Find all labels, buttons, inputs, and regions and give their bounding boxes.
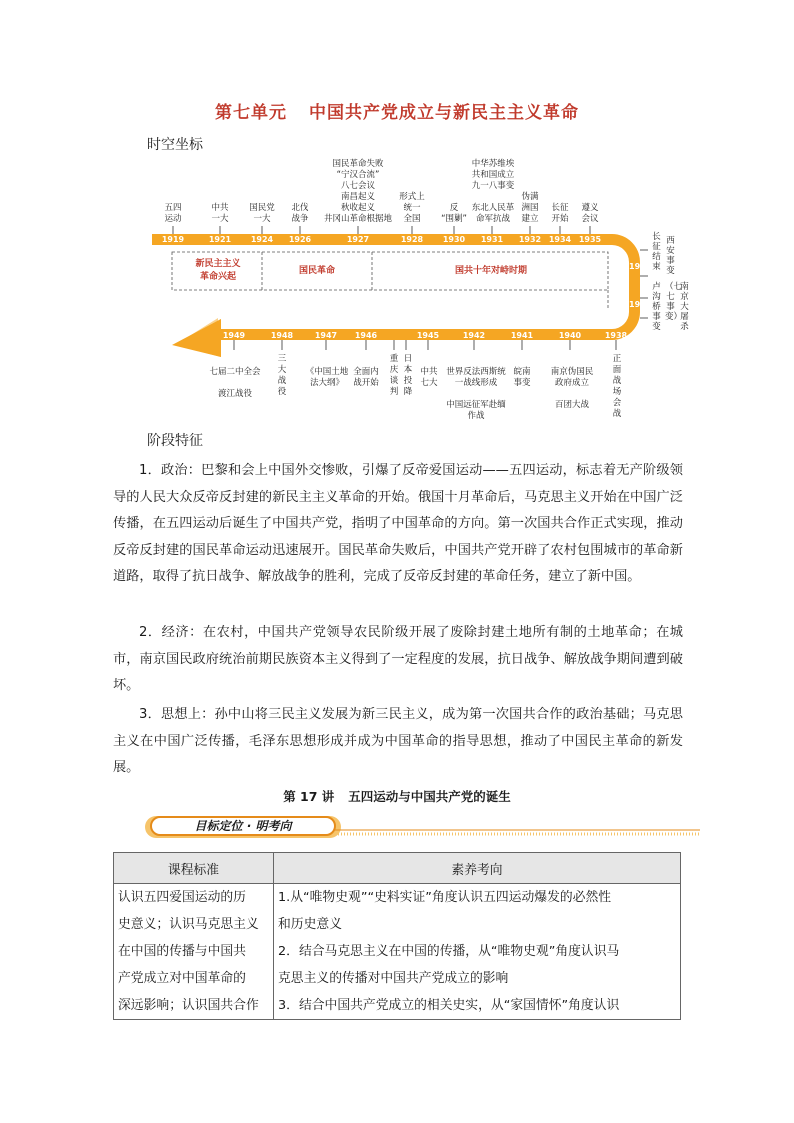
timeline-event: 长征 开始 <box>551 203 569 224</box>
section-heading-features: 阶段特征 <box>147 433 203 449</box>
timeline-event: 反 “围剿” <box>441 203 467 224</box>
cell-line: 在中国的传播与中国共 <box>118 944 246 959</box>
year-label: 1940 <box>558 331 582 340</box>
timeline-event: 长征结束 <box>652 232 661 272</box>
timeline-event: 皖南 事变 <box>513 367 531 388</box>
paragraph-thought <box>113 702 683 782</box>
lesson-name: 五四运动与中国共产党的诞生 <box>348 789 511 804</box>
timeline-event: 南京大屠杀 <box>680 282 689 332</box>
timeline-event: 遵义 会议 <box>581 203 599 224</box>
unit-number: 第七单元 <box>215 103 287 123</box>
year-label: 1924 <box>250 235 274 244</box>
year-label: 1942 <box>462 331 486 340</box>
year-label: 1926 <box>288 235 312 244</box>
table-cell-literacy <box>274 884 681 1020</box>
paragraph-text: 1．政治：巴黎和会上中国外交惨败，引爆了反帝爱国运动——五四运动，标志着无产阶级领导的人民大众反帝反封建的新民主主义革命的开始。俄国十月革命后，马克思主义开始在中国广泛传播，在五四运动后诞生了中国共产党，指明了中国革命的方向。第一次国共合作正式实现，推动反帝反封建的国民革命运动迅速展开。国民革命失败后，中国共产党开辟了农村包围城市的革命新道路，取得了抗日战争、解放战争的胜利，完成了反帝反封建的革命任务，建立了新中国。 <box>113 463 683 584</box>
cell-line: 产党成立对中国革命的 <box>118 971 246 986</box>
year-label: 1947 <box>314 331 338 340</box>
timeline-diagram <box>0 0 794 430</box>
table-cell-standard <box>114 884 274 1020</box>
year-label: 1949 <box>222 331 246 340</box>
cell-line: 深远影响；认识国共合作 <box>118 998 259 1013</box>
cell-line: 2．结合马克思主义在中国的传播，从“唯物史观”角度认识马 <box>278 944 620 959</box>
unit-name: 中国共产党成立与新民主主义革命 <box>309 103 579 123</box>
timeline-event: 七届二中全会 渡江战役 <box>209 367 261 399</box>
cell-line: 克思主义的传播对中国共产党成立的影响 <box>278 971 509 986</box>
timeline-event: 南京伪国民 政府成立 百团大战 <box>550 367 594 410</box>
year-label: 1946 <box>354 331 378 340</box>
timeline-event: 重 庆 谈 判 <box>389 354 399 397</box>
timeline-event: 中华苏维埃 共和国成立 九一八事变 东北人民革 命军抗战 <box>471 159 515 224</box>
year-label: 1938 <box>604 331 628 340</box>
table-header: 课程标准 <box>114 853 274 884</box>
timeline-event: 世界反法西斯统 一战线形成 中国远征军赴缅 作战 <box>446 367 506 421</box>
year-label: 1936 <box>629 262 652 271</box>
timeline-event: 国民革命失败 “宁汉合流” 八七会议 南昌起义 秋收起义 井冈山革命根据地 <box>323 159 392 224</box>
year-label: 1937 <box>629 300 652 309</box>
phase-label: 国共十年对峙时期 <box>454 266 527 276</box>
cell-line: 3．结合中国共产党成立的相关史实，从“家国情怀”角度认识 <box>278 998 620 1013</box>
year-label: 1921 <box>208 235 232 244</box>
timeline-event: 五四 运动 <box>164 203 182 224</box>
phase-label: 国民革命 <box>298 266 335 276</box>
paragraph-politics <box>113 458 683 591</box>
timeline-event: 伪满 洲国 建立 <box>521 192 539 224</box>
year-label: 1935 <box>578 235 602 244</box>
timeline-event: 正 面 战 场 会 战 <box>612 354 622 419</box>
year-label: 1945 <box>416 331 440 340</box>
table-header: 素养考向 <box>274 853 681 884</box>
year-label: 1930 <box>442 235 466 244</box>
timeline-event: 国民党 一大 <box>249 203 275 224</box>
cell-line: 1.从“唯物史观”“史料实证”角度认识五四运动爆发的必然性 <box>278 890 612 905</box>
year-label: 1934 <box>548 235 572 244</box>
timeline-event: 中共 一大 <box>211 203 229 224</box>
year-label: 1932 <box>518 235 542 244</box>
timeline-event: （七七事变） <box>665 282 683 322</box>
cell-line: 认识五四爱国运动的历 <box>118 890 246 905</box>
year-label: 1931 <box>480 235 504 244</box>
curriculum-table <box>113 852 681 1020</box>
paragraph-text: 3．思想上：孙中山将三民主义发展为新三民主义，成为第一次国共合作的政治基础；马克思主义在中国广泛传播，毛泽东思想形成并成为中国革命的指导思想，推动了中国民主革命的新发展。 <box>113 707 683 775</box>
cell-line: 和历史意义 <box>278 917 342 932</box>
timeline-event: 卢沟桥事变 <box>652 282 661 332</box>
cell-line: 史意义；认识马克思主义 <box>118 917 259 932</box>
timeline-event: 三 大 战 役 <box>277 354 287 397</box>
timeline-event: 西安事变 <box>666 236 675 276</box>
year-label: 1919 <box>161 235 185 244</box>
timeline-event: 形式上 统一 全国 <box>399 192 425 224</box>
paragraph-economy <box>113 620 683 700</box>
timeline-event: 中共 七大 <box>420 367 438 388</box>
lesson-number: 第 17 讲 <box>283 789 335 804</box>
timeline-event: 全面内 战开始 <box>353 367 379 388</box>
timeline-event: 《中国土地 法大纲》 <box>305 367 349 388</box>
timeline-event: 日 本 投 降 <box>403 354 413 397</box>
lesson-title <box>0 787 794 805</box>
year-label: 1928 <box>400 235 424 244</box>
paragraph-text: 2．经济：在农村，中国共产党领导农民阶级开展了废除封建土地所有制的土地革命；在城市，南京国民政府统治前期民族资本主义得到了一定程度的发展，抗日战争、解放战争期间遭到破坏。 <box>113 625 683 693</box>
year-label: 1948 <box>270 331 294 340</box>
banner-title: 目标定位 · 明考向 <box>194 819 292 833</box>
year-label: 1941 <box>510 331 534 340</box>
timeline-event: 北伐 战争 <box>291 203 309 224</box>
phase-label: 新民主主义 革命兴起 <box>195 259 241 282</box>
year-label: 1927 <box>346 235 370 244</box>
section-heading-timeline: 时空坐标 <box>147 137 203 153</box>
